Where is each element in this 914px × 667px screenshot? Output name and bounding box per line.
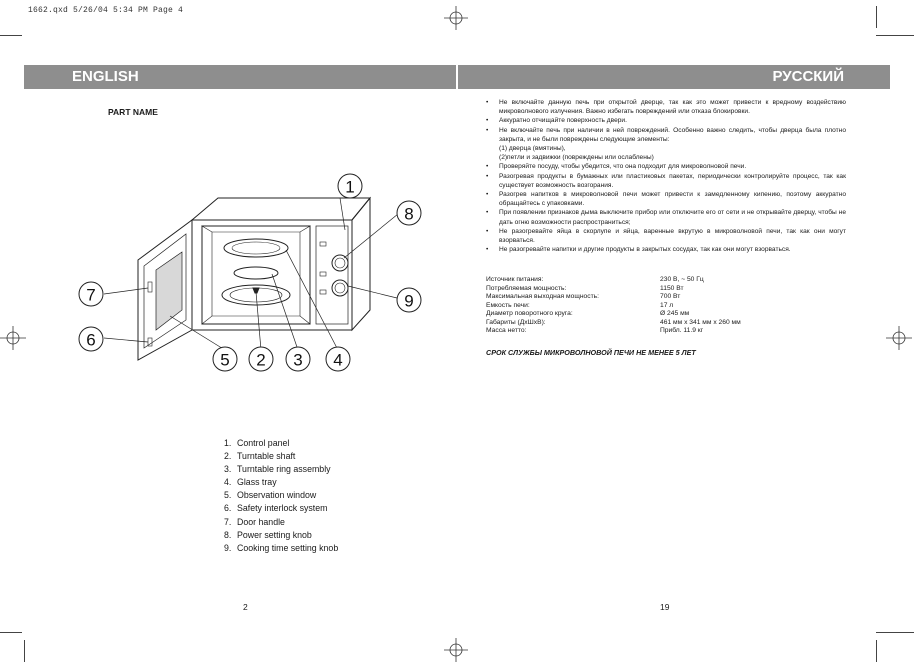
- spec-row: Источник питания: 230 В, ~ 50 Гц: [486, 276, 704, 283]
- registration-mark-top: [440, 6, 472, 30]
- observation-window: [156, 252, 182, 330]
- parts-list: [224, 437, 338, 555]
- part-name-heading: PART NAME: [108, 107, 158, 117]
- microwave-diagram: [60, 170, 430, 390]
- bullet-icon: •: [486, 163, 489, 171]
- spec-row: Диаметр поворотного круга: Ø 245 мм: [486, 310, 690, 317]
- callout-4: 4: [333, 350, 343, 370]
- bullet-icon: •: [486, 99, 489, 106]
- spec-row: Масса нетто: Прибл. 11.9 кг: [486, 327, 704, 334]
- specifications-table: [486, 276, 741, 336]
- power-knob: [332, 255, 348, 271]
- bullet-icon: •: [486, 191, 489, 199]
- callout-5: 5: [220, 350, 230, 370]
- parts-list-item: 4. Glass tray: [224, 477, 277, 488]
- registration-mark-right: [886, 322, 912, 354]
- spec-row: Потребляемая мощность: 1150 Вт: [486, 284, 684, 292]
- callout-7: 7: [86, 285, 96, 305]
- safety-bullets: [486, 98, 846, 254]
- callout-8: 8: [404, 204, 414, 224]
- oven-body: [192, 198, 370, 220]
- control-panel-outline: [316, 226, 348, 324]
- bullet-item: • Не разогревайте яйца в скорлупе и яйца, варенные вкрутую в микроволновой печи, так как они могут взорваться.: [486, 227, 846, 245]
- bullet-icon: •: [486, 227, 489, 235]
- service-life-note: СРОК СЛУЖБЫ МИКРОВОЛНОВОЙ ПЕЧИ НЕ МЕНЕЕ 5 ЛЕТ: [486, 348, 696, 357]
- registration-mark-left: [0, 322, 26, 354]
- page-number-right: 19: [660, 602, 670, 612]
- header-russian: РУССКИЙ: [458, 65, 890, 89]
- bullet-icon: •: [486, 117, 489, 125]
- bullet-item: • Не разогревайте напитки и другие продукты в закрытых сосудах, так как они могут взорваться.: [486, 246, 791, 254]
- parts-list-item: 9. Cooking time setting knob: [224, 542, 339, 553]
- oven-cavity: [202, 226, 310, 324]
- bullet-item: • При появлении признаков дыма выключите прибор или отключите его от сети и не открывайте дверцу, чтобы не дать огню возможности распространиться;: [486, 209, 846, 226]
- bullet-item: • Не включайте печь при наличии в ней повреждений. Особенно важно следить, чтобы дверца была плотно закрыта, и не были повреждены следующие элементы: (1) дверца (вмятины), (2)петли и задвижки (повреждены или ослаблены): [486, 126, 846, 162]
- callout-1: 1: [345, 177, 355, 197]
- bullet-icon: •: [486, 172, 489, 180]
- bullet-item: • Не включайте данную печь при открытой дверце, так как это может привести к вредному воздействию микроволнового излучения. Важно избегать повреждений или отказа блокировки.: [486, 99, 846, 116]
- bullet-item: • Разогревая продукты в бумажных или пластиковых пакетах, периодически контролируйте процесс, так как существует возможность возгорания.: [486, 172, 846, 189]
- bullet-icon: •: [486, 246, 489, 254]
- print-slug: 1662.qxd 5/26/04 5:34 PM Page 4: [28, 6, 184, 15]
- callout-9: 9: [404, 291, 414, 311]
- parts-list-item: 1. Control panel: [224, 438, 290, 448]
- bullet-item: • Аккуратно отчищайте поверхность двери.: [486, 117, 627, 125]
- bullet-icon: •: [486, 209, 489, 217]
- spec-row: Емкость печи: 17 л: [486, 301, 674, 309]
- callout-6: 6: [86, 330, 96, 350]
- parts-list-item: 5. Observation window: [224, 490, 317, 501]
- bullet-item: • Разогрев напитков в микроволновой печи может привести к замедленному кипению, поэтому аккуратно обращайтесь с упаковками.: [486, 191, 846, 208]
- parts-list-item: 3. Turntable ring assembly: [224, 464, 331, 475]
- header-english: ENGLISH: [24, 65, 456, 89]
- parts-list-item: 6. Safety interlock system: [224, 503, 328, 514]
- spec-row: Максимальная выходная мощность: 700 Вт: [486, 293, 681, 300]
- spec-row: Габариты (ДхШхВ): 461 мм x 341 мм x 260 мм: [486, 318, 741, 326]
- callout-3: 3: [293, 350, 303, 370]
- callout-2: 2: [256, 350, 266, 370]
- parts-list-item: 2. Turntable shaft: [224, 451, 296, 462]
- bullet-item: • Проверяйте посуду, чтобы убедится, что она подходит для микроволновой печи.: [486, 163, 747, 171]
- time-knob: [332, 280, 348, 296]
- bullet-icon: •: [486, 126, 489, 134]
- parts-list-item: 8. Power setting knob: [224, 529, 312, 540]
- page-number-left: 2: [243, 602, 248, 612]
- turntable-ring: [234, 267, 278, 279]
- parts-list-item: 7. Door handle: [224, 516, 285, 527]
- registration-mark-bottom: [440, 638, 472, 662]
